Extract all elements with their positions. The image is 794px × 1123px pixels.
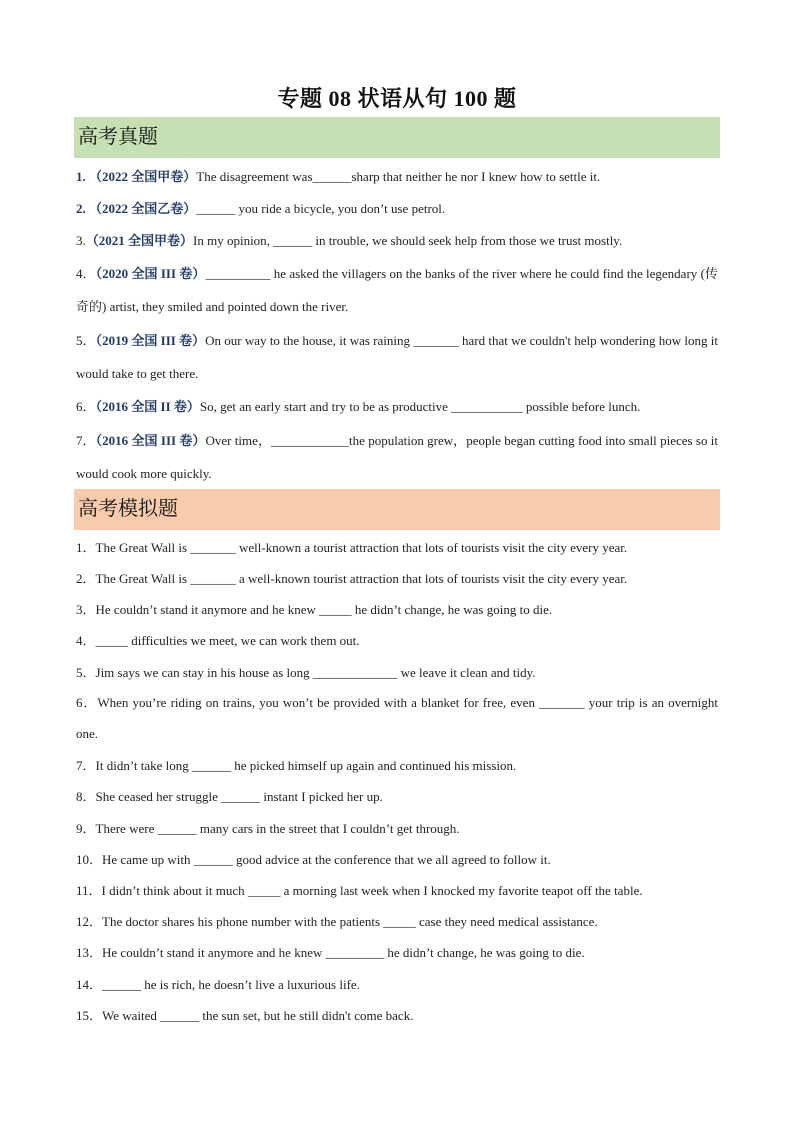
- question-number: 8．: [76, 789, 96, 804]
- question-number: 9．: [76, 821, 96, 836]
- section-heading-real-exam: 高考真题: [74, 117, 720, 158]
- question-text: The doctor shares his phone number with the patients _____ case they need medical assistance.: [102, 914, 598, 929]
- question-number: 14．: [76, 977, 103, 992]
- question-item: [76, 687, 718, 749]
- page-title: 专题 08 状语从句 100 题: [277, 86, 517, 111]
- question-number: 7．: [76, 433, 96, 448]
- question-item: [76, 160, 718, 193]
- question-number: 10．: [76, 852, 103, 867]
- question-number: 6．: [76, 399, 96, 414]
- question-number: 2.: [76, 201, 86, 216]
- question-text: It didn’t take long ______ he picked himself up again and continued his mission.: [95, 758, 517, 773]
- question-number: 3.: [76, 233, 86, 248]
- question-item: [76, 390, 718, 423]
- question-item: [76, 812, 718, 845]
- question-text: Jim says we can stay in his house as long _____________ we leave it clean and tidy.: [95, 665, 536, 680]
- question-number: 13．: [76, 945, 103, 960]
- question-source: （2021 全国甲卷）: [85, 233, 194, 248]
- question-number: 1．: [76, 540, 96, 555]
- question-item: [76, 324, 718, 390]
- question-number: 4．: [76, 633, 96, 648]
- question-item: [76, 531, 718, 564]
- question-item: [76, 224, 718, 257]
- question-source: （2016 全国 II 卷）: [95, 399, 200, 414]
- question-text: The Great Wall is _______ well-known a tourist attraction that lots of tourists visit the city every year.: [95, 540, 628, 555]
- question-item: [76, 905, 718, 938]
- question-item: [76, 874, 718, 907]
- question-item: [76, 424, 718, 490]
- question-item: [76, 749, 718, 782]
- question-text: So, get an early start and try to be as productive ___________ possible before lunch.: [199, 399, 641, 414]
- question-text: He couldn’t stand it anymore and he knew _________ he didn’t change, he was going to die.: [102, 945, 585, 960]
- question-number: 1.: [76, 169, 86, 184]
- question-number: 7．: [76, 758, 96, 773]
- question-number: 4．: [76, 266, 96, 281]
- question-item: [76, 192, 718, 225]
- question-source: （2020 全国 III 卷）: [95, 266, 206, 281]
- question-text: The Great Wall is _______ a well-known tourist attraction that lots of tourists visit the city every year.: [95, 571, 628, 586]
- question-item: [76, 562, 718, 595]
- question-source: （2016 全国 III 卷）: [95, 433, 206, 448]
- question-item: [76, 999, 718, 1032]
- question-item: [76, 968, 718, 1001]
- question-text: There were ______ many cars in the street that I couldn’t get through.: [95, 821, 460, 836]
- question-text: In my opinion, ______ in trouble, we should seek help from those we trust mostly.: [193, 233, 623, 248]
- question-number: 2．: [76, 571, 96, 586]
- question-item: [76, 257, 718, 323]
- question-text: He came up with ______ good advice at the conference that we all agreed to follow it.: [102, 852, 551, 867]
- question-number: 12．: [76, 914, 103, 929]
- question-source: （2019 全国 III 卷）: [95, 333, 206, 348]
- question-text: Over time，____________the population grew，people began cutting food into small pieces so it would cook more quickly.: [76, 433, 718, 481]
- question-number: 5．: [76, 665, 96, 680]
- question-source: （2022 全国乙卷）: [89, 201, 197, 216]
- question-item: [76, 843, 718, 876]
- question-number: 6．: [76, 695, 98, 710]
- question-text: I didn’t think about it much _____ a morning last week when I knocked my favorite teapot off the table.: [101, 883, 643, 898]
- question-text: ______ he is rich, he doesn’t live a luxurious life.: [102, 977, 360, 992]
- question-text: _____ difficulties we meet, we can work them out.: [95, 633, 360, 648]
- question-text: ______ you ride a bicycle, you don’t use petrol.: [196, 201, 446, 216]
- question-text: She ceased her struggle ______ instant I picked her up.: [95, 789, 383, 804]
- question-item: [76, 624, 718, 657]
- question-item: [76, 656, 718, 689]
- question-number: 15．: [76, 1008, 103, 1023]
- question-number: 3．: [76, 602, 96, 617]
- question-text: We waited ______ the sun set, but he still didn't come back.: [102, 1008, 414, 1023]
- question-number: 5．: [76, 333, 96, 348]
- question-source: （2022 全国甲卷）: [89, 169, 197, 184]
- question-item: [76, 593, 718, 626]
- question-text: __________ he asked the villagers on the banks of the river where he could find the legendary (传奇的) artist, they smiled and pointed down the river.: [76, 266, 718, 314]
- question-item: [76, 936, 718, 969]
- question-text: When you’re riding on trains, you won’t be provided with a blanket for free, even _______ your trip is an overnight one.: [76, 695, 718, 741]
- question-item: [76, 780, 718, 813]
- question-text: On our way to the house, it was raining _______ hard that we couldn't help wondering how long it would take to get there.: [76, 333, 718, 381]
- question-text: The disagreement was______sharp that neither he nor I knew how to settle it.: [196, 169, 601, 184]
- question-text: He couldn’t stand it anymore and he knew _____ he didn’t change, he was going to die.: [95, 602, 553, 617]
- section-heading-mock-exam: 高考模拟题: [74, 489, 720, 530]
- question-number: 11．: [76, 883, 102, 898]
